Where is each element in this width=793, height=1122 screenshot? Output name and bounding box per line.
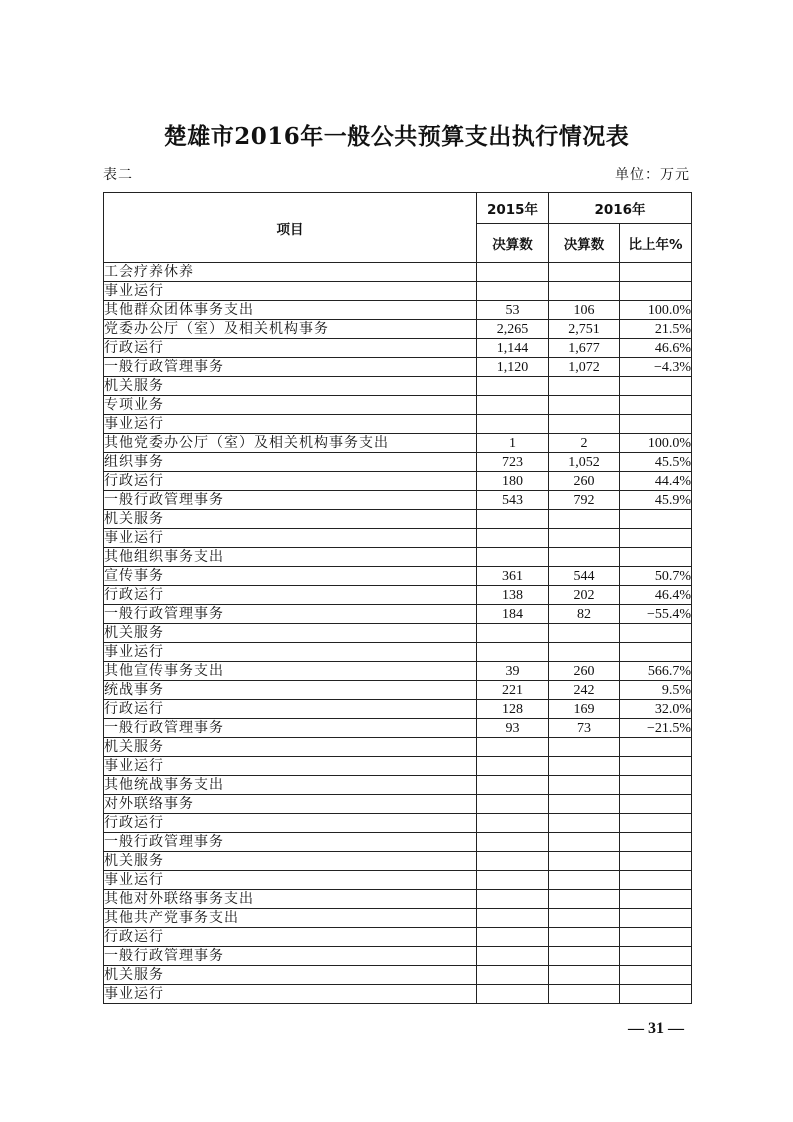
row-item-name: 党委办公厅（室）及相关机构事务 <box>104 320 477 339</box>
row-item-name: 事业运行 <box>104 529 477 548</box>
row-final-2016 <box>549 624 620 643</box>
row-final-2016: 544 <box>549 567 620 586</box>
row-final-2016: 260 <box>549 662 620 681</box>
table-row <box>104 453 692 472</box>
row-item-name: 事业运行 <box>104 871 477 890</box>
table-row <box>104 833 692 852</box>
table-row <box>104 605 692 624</box>
table-row <box>104 890 692 909</box>
row-final-2016 <box>549 871 620 890</box>
budget-table <box>103 192 692 1004</box>
row-final-2015 <box>477 529 549 548</box>
row-item-name: 行政运行 <box>104 928 477 947</box>
table-row <box>104 795 692 814</box>
row-final-2015 <box>477 415 549 434</box>
row-final-2016: 260 <box>549 472 620 491</box>
row-change-percent: 9.5% <box>620 681 692 700</box>
row-change-percent: −4.3% <box>620 358 692 377</box>
row-final-2016: 242 <box>549 681 620 700</box>
row-item-name: 行政运行 <box>104 586 477 605</box>
row-final-2016 <box>549 282 620 301</box>
row-final-2015: 2,265 <box>477 320 549 339</box>
row-item-name: 其他对外联络事务支出 <box>104 890 477 909</box>
row-final-2016 <box>549 776 620 795</box>
table-row <box>104 377 692 396</box>
row-final-2016: 1,677 <box>549 339 620 358</box>
row-item-name: 其他群众团体事务支出 <box>104 301 477 320</box>
row-final-2015: 53 <box>477 301 549 320</box>
row-change-percent <box>620 890 692 909</box>
row-final-2016 <box>549 928 620 947</box>
row-final-2016: 202 <box>549 586 620 605</box>
row-change-percent <box>620 814 692 833</box>
page-title: 楚雄市2016年一般公共预算支出执行情况表 <box>163 123 630 150</box>
row-change-percent <box>620 909 692 928</box>
row-item-name: 一般行政管理事务 <box>104 947 477 966</box>
row-change-percent <box>620 415 692 434</box>
row-final-2015: 1,120 <box>477 358 549 377</box>
row-item-name: 组织事务 <box>104 453 477 472</box>
table-row <box>104 662 692 681</box>
row-final-2015 <box>477 282 549 301</box>
row-final-2016 <box>549 947 620 966</box>
table-row <box>104 814 692 833</box>
row-change-percent: 566.7% <box>620 662 692 681</box>
row-final-2015 <box>477 966 549 985</box>
table-row <box>104 339 692 358</box>
row-item-name: 其他组织事务支出 <box>104 548 477 567</box>
table-body <box>104 263 692 1004</box>
row-final-2015 <box>477 396 549 415</box>
table-row <box>104 510 692 529</box>
row-item-name: 机关服务 <box>104 377 477 396</box>
row-final-2016: 106 <box>549 301 620 320</box>
row-change-percent <box>620 947 692 966</box>
row-item-name: 一般行政管理事务 <box>104 605 477 624</box>
table-row <box>104 757 692 776</box>
row-final-2016 <box>549 814 620 833</box>
row-change-percent: −55.4% <box>620 605 692 624</box>
row-item-name: 对外联络事务 <box>104 795 477 814</box>
row-item-name: 一般行政管理事务 <box>104 833 477 852</box>
row-final-2016 <box>549 738 620 757</box>
header-year-2015: 2015年 <box>477 193 549 224</box>
table-row <box>104 301 692 320</box>
row-final-2016: 1,052 <box>549 453 620 472</box>
row-final-2015 <box>477 852 549 871</box>
header-year-2016: 2016年 <box>549 193 692 224</box>
table-row <box>104 700 692 719</box>
header-final-2016: 决算数 <box>549 224 620 263</box>
row-final-2016: 2,751 <box>549 320 620 339</box>
row-change-percent <box>620 377 692 396</box>
table-row <box>104 472 692 491</box>
table-row <box>104 415 692 434</box>
row-final-2015: 1 <box>477 434 549 453</box>
row-final-2015: 180 <box>477 472 549 491</box>
header-change: 比上年% <box>620 224 692 263</box>
table-row <box>104 320 692 339</box>
row-item-name: 机关服务 <box>104 510 477 529</box>
row-final-2015: 184 <box>477 605 549 624</box>
row-final-2015 <box>477 928 549 947</box>
row-final-2015 <box>477 738 549 757</box>
row-final-2015: 543 <box>477 491 549 510</box>
row-final-2016: 73 <box>549 719 620 738</box>
row-change-percent: −21.5% <box>620 719 692 738</box>
table-label: 表二 <box>103 167 133 183</box>
table-row <box>104 282 692 301</box>
row-final-2016 <box>549 548 620 567</box>
row-final-2015: 138 <box>477 586 549 605</box>
unit-label: 单位：万元 <box>615 167 690 183</box>
header-final-2015: 决算数 <box>477 224 549 263</box>
row-change-percent <box>620 529 692 548</box>
row-final-2015 <box>477 643 549 662</box>
row-final-2016 <box>549 263 620 282</box>
row-change-percent: 45.5% <box>620 453 692 472</box>
row-final-2015: 221 <box>477 681 549 700</box>
row-final-2016: 2 <box>549 434 620 453</box>
row-change-percent <box>620 643 692 662</box>
table-row <box>104 358 692 377</box>
row-final-2016 <box>549 985 620 1004</box>
row-item-name: 事业运行 <box>104 415 477 434</box>
row-change-percent <box>620 985 692 1004</box>
row-change-percent <box>620 548 692 567</box>
row-item-name: 行政运行 <box>104 700 477 719</box>
row-final-2016: 792 <box>549 491 620 510</box>
table-row <box>104 909 692 928</box>
row-final-2015: 1,144 <box>477 339 549 358</box>
row-final-2015: 361 <box>477 567 549 586</box>
row-item-name: 专项业务 <box>104 396 477 415</box>
row-final-2016: 1,072 <box>549 358 620 377</box>
row-final-2016 <box>549 396 620 415</box>
row-change-percent <box>620 776 692 795</box>
row-final-2016 <box>549 529 620 548</box>
row-final-2016 <box>549 510 620 529</box>
row-change-percent <box>620 396 692 415</box>
row-item-name: 其他宣传事务支出 <box>104 662 477 681</box>
row-item-name: 其他党委办公厅（室）及相关机构事务支出 <box>104 434 477 453</box>
row-change-percent <box>620 263 692 282</box>
table-row <box>104 947 692 966</box>
row-item-name: 机关服务 <box>104 966 477 985</box>
row-final-2015 <box>477 510 549 529</box>
row-change-percent: 100.0% <box>620 434 692 453</box>
row-final-2016 <box>549 909 620 928</box>
row-final-2015 <box>477 624 549 643</box>
row-change-percent: 46.4% <box>620 586 692 605</box>
row-final-2015 <box>477 814 549 833</box>
row-final-2015: 128 <box>477 700 549 719</box>
row-final-2015 <box>477 909 549 928</box>
row-change-percent <box>620 624 692 643</box>
row-final-2015 <box>477 776 549 795</box>
row-item-name: 行政运行 <box>104 339 477 358</box>
row-item-name: 其他共产党事务支出 <box>104 909 477 928</box>
row-change-percent <box>620 928 692 947</box>
row-final-2015 <box>477 833 549 852</box>
row-final-2015 <box>477 795 549 814</box>
row-final-2015 <box>477 263 549 282</box>
row-change-percent <box>620 738 692 757</box>
row-final-2016 <box>549 795 620 814</box>
row-final-2015 <box>477 985 549 1004</box>
table-row <box>104 681 692 700</box>
table-row <box>104 263 692 282</box>
row-item-name: 事业运行 <box>104 282 477 301</box>
row-final-2016 <box>549 757 620 776</box>
row-change-percent: 21.5% <box>620 320 692 339</box>
table-row <box>104 928 692 947</box>
table-row <box>104 586 692 605</box>
row-change-percent <box>620 833 692 852</box>
row-item-name: 宣传事务 <box>104 567 477 586</box>
row-item-name: 工会疗养休养 <box>104 263 477 282</box>
row-item-name: 机关服务 <box>104 738 477 757</box>
row-final-2015: 723 <box>477 453 549 472</box>
row-item-name: 事业运行 <box>104 757 477 776</box>
row-final-2015 <box>477 871 549 890</box>
row-change-percent <box>620 757 692 776</box>
row-change-percent <box>620 871 692 890</box>
row-item-name: 一般行政管理事务 <box>104 491 477 510</box>
row-change-percent <box>620 966 692 985</box>
row-final-2015 <box>477 757 549 776</box>
table-row <box>104 738 692 757</box>
row-final-2016 <box>549 966 620 985</box>
page-number: — 31 — <box>628 1020 684 1037</box>
row-change-percent: 32.0% <box>620 700 692 719</box>
table-row <box>104 396 692 415</box>
row-final-2016 <box>549 890 620 909</box>
table-row <box>104 852 692 871</box>
row-final-2016 <box>549 833 620 852</box>
row-item-name: 机关服务 <box>104 852 477 871</box>
row-change-percent: 44.4% <box>620 472 692 491</box>
row-final-2016 <box>549 377 620 396</box>
row-item-name: 行政运行 <box>104 814 477 833</box>
row-final-2015 <box>477 377 549 396</box>
table-row <box>104 548 692 567</box>
row-change-percent: 100.0% <box>620 301 692 320</box>
row-change-percent <box>620 510 692 529</box>
row-change-percent <box>620 852 692 871</box>
row-final-2016: 169 <box>549 700 620 719</box>
table-row <box>104 966 692 985</box>
row-item-name: 行政运行 <box>104 472 477 491</box>
row-final-2016 <box>549 643 620 662</box>
table-row <box>104 776 692 795</box>
table-row <box>104 529 692 548</box>
table-row <box>104 871 692 890</box>
row-item-name: 一般行政管理事务 <box>104 358 477 377</box>
row-final-2015: 93 <box>477 719 549 738</box>
row-item-name: 统战事务 <box>104 681 477 700</box>
row-item-name: 其他统战事务支出 <box>104 776 477 795</box>
row-change-percent: 50.7% <box>620 567 692 586</box>
row-final-2015: 39 <box>477 662 549 681</box>
row-final-2016 <box>549 415 620 434</box>
table-row <box>104 643 692 662</box>
table-header <box>104 193 692 263</box>
row-change-percent: 45.9% <box>620 491 692 510</box>
table-row <box>104 434 692 453</box>
row-final-2015 <box>477 947 549 966</box>
header-item: 项目 <box>104 193 477 263</box>
row-change-percent: 46.6% <box>620 339 692 358</box>
row-final-2016: 82 <box>549 605 620 624</box>
row-item-name: 一般行政管理事务 <box>104 719 477 738</box>
table-row <box>104 491 692 510</box>
row-item-name: 事业运行 <box>104 985 477 1004</box>
row-change-percent <box>620 282 692 301</box>
row-final-2015 <box>477 548 549 567</box>
row-item-name: 机关服务 <box>104 624 477 643</box>
table-row <box>104 985 692 1004</box>
row-final-2015 <box>477 890 549 909</box>
table-row <box>104 567 692 586</box>
row-item-name: 事业运行 <box>104 643 477 662</box>
row-change-percent <box>620 795 692 814</box>
table-row <box>104 624 692 643</box>
table-row <box>104 719 692 738</box>
row-final-2016 <box>549 852 620 871</box>
